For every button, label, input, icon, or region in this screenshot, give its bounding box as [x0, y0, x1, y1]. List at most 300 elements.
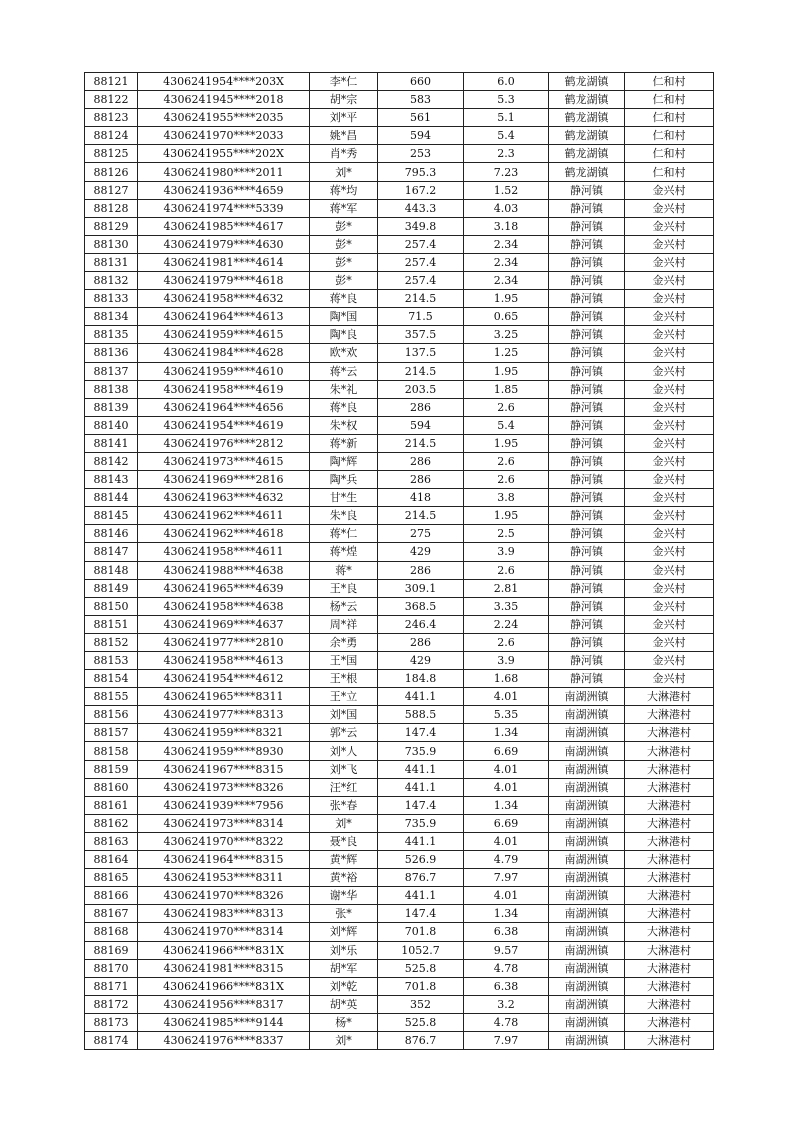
- serial-number-cell: 88161: [85, 796, 138, 814]
- village-cell: 金兴村: [625, 525, 714, 543]
- village-cell: 大淋港村: [625, 778, 714, 796]
- table-row: [85, 814, 714, 832]
- village-cell: 金兴村: [625, 434, 714, 452]
- id-number-cell: 4306241954****203X: [138, 73, 310, 91]
- amount-cell: 4.79: [464, 851, 549, 869]
- id-number-cell: 4306241985****4617: [138, 217, 310, 235]
- amount-cell: 1.52: [464, 181, 549, 199]
- area-cell: 352: [378, 995, 464, 1013]
- serial-number-cell: 88155: [85, 688, 138, 706]
- table-row: [85, 326, 714, 344]
- id-number-cell: 4306241962****4611: [138, 507, 310, 525]
- amount-cell: 7.97: [464, 1031, 549, 1049]
- area-cell: 594: [378, 416, 464, 434]
- amount-cell: 3.18: [464, 217, 549, 235]
- area-cell: 357.5: [378, 326, 464, 344]
- amount-cell: 2.34: [464, 235, 549, 253]
- area-cell: 214.5: [378, 507, 464, 525]
- area-cell: 147.4: [378, 724, 464, 742]
- amount-cell: 3.35: [464, 597, 549, 615]
- village-cell: 金兴村: [625, 615, 714, 633]
- village-cell: 大淋港村: [625, 724, 714, 742]
- serial-number-cell: 88141: [85, 434, 138, 452]
- serial-number-cell: 88127: [85, 181, 138, 199]
- table-row: [85, 597, 714, 615]
- village-cell: 金兴村: [625, 272, 714, 290]
- name-cell: 王*根: [310, 670, 378, 688]
- serial-number-cell: 88150: [85, 597, 138, 615]
- amount-cell: 6.38: [464, 977, 549, 995]
- id-number-cell: 4306241954****4612: [138, 670, 310, 688]
- name-cell: 刘*国: [310, 706, 378, 724]
- serial-number-cell: 88143: [85, 471, 138, 489]
- amount-cell: 2.6: [464, 561, 549, 579]
- amount-cell: 0.65: [464, 308, 549, 326]
- village-cell: 金兴村: [625, 416, 714, 434]
- serial-number-cell: 88156: [85, 706, 138, 724]
- village-cell: 大淋港村: [625, 1031, 714, 1049]
- serial-number-cell: 88122: [85, 91, 138, 109]
- area-cell: 701.8: [378, 977, 464, 995]
- name-cell: 陶*辉: [310, 452, 378, 470]
- id-number-cell: 4306241964****4613: [138, 308, 310, 326]
- village-cell: 大淋港村: [625, 814, 714, 832]
- amount-cell: 1.95: [464, 362, 549, 380]
- name-cell: 朱*礼: [310, 380, 378, 398]
- table-row: [85, 615, 714, 633]
- table-row: [85, 561, 714, 579]
- serial-number-cell: 88128: [85, 199, 138, 217]
- amount-cell: 1.95: [464, 434, 549, 452]
- table-row: [85, 869, 714, 887]
- table-row: [85, 1031, 714, 1049]
- table-row: [85, 778, 714, 796]
- serial-number-cell: 88132: [85, 272, 138, 290]
- name-cell: 蒋*新: [310, 434, 378, 452]
- area-cell: 429: [378, 652, 464, 670]
- serial-number-cell: 88140: [85, 416, 138, 434]
- table-row: [85, 471, 714, 489]
- town-cell: 静河镇: [549, 326, 625, 344]
- amount-cell: 1.25: [464, 344, 549, 362]
- village-cell: 仁和村: [625, 127, 714, 145]
- town-cell: 鹤龙湖镇: [549, 127, 625, 145]
- id-number-cell: 4306241969****4637: [138, 615, 310, 633]
- name-cell: 甘*生: [310, 489, 378, 507]
- area-cell: 286: [378, 561, 464, 579]
- town-cell: 南湖洲镇: [549, 941, 625, 959]
- serial-number-cell: 88139: [85, 398, 138, 416]
- serial-number-cell: 88151: [85, 615, 138, 633]
- name-cell: 王*立: [310, 688, 378, 706]
- village-cell: 仁和村: [625, 163, 714, 181]
- town-cell: 鹤龙湖镇: [549, 91, 625, 109]
- table-row: [85, 959, 714, 977]
- town-cell: 静河镇: [549, 308, 625, 326]
- id-number-cell: 4306241954****4619: [138, 416, 310, 434]
- serial-number-cell: 88131: [85, 253, 138, 271]
- id-number-cell: 4306241966****831X: [138, 941, 310, 959]
- table-row: [85, 290, 714, 308]
- town-cell: 静河镇: [549, 398, 625, 416]
- amount-cell: 3.9: [464, 652, 549, 670]
- village-cell: 金兴村: [625, 543, 714, 561]
- table-row: [85, 832, 714, 850]
- village-cell: 大淋港村: [625, 995, 714, 1013]
- id-number-cell: 4306241959****8930: [138, 742, 310, 760]
- town-cell: 静河镇: [549, 434, 625, 452]
- amount-cell: 2.81: [464, 579, 549, 597]
- serial-number-cell: 88149: [85, 579, 138, 597]
- town-cell: 静河镇: [549, 181, 625, 199]
- area-cell: 257.4: [378, 235, 464, 253]
- area-cell: 184.8: [378, 670, 464, 688]
- serial-number-cell: 88163: [85, 832, 138, 850]
- table-row: [85, 796, 714, 814]
- id-number-cell: 4306241973****8326: [138, 778, 310, 796]
- serial-number-cell: 88171: [85, 977, 138, 995]
- area-cell: 735.9: [378, 814, 464, 832]
- table-row: [85, 543, 714, 561]
- name-cell: 蒋*良: [310, 290, 378, 308]
- id-number-cell: 4306241976****2812: [138, 434, 310, 452]
- serial-number-cell: 88134: [85, 308, 138, 326]
- id-number-cell: 4306241958****4619: [138, 380, 310, 398]
- area-cell: 349.8: [378, 217, 464, 235]
- name-cell: 杨*云: [310, 597, 378, 615]
- table-row: [85, 995, 714, 1013]
- id-number-cell: 4306241970****8326: [138, 887, 310, 905]
- table-row: [85, 507, 714, 525]
- serial-number-cell: 88126: [85, 163, 138, 181]
- area-cell: 588.5: [378, 706, 464, 724]
- village-cell: 金兴村: [625, 199, 714, 217]
- table-row: [85, 308, 714, 326]
- area-cell: 701.8: [378, 923, 464, 941]
- table-row: [85, 579, 714, 597]
- table-row: [85, 742, 714, 760]
- village-cell: 大淋港村: [625, 941, 714, 959]
- name-cell: 彭*: [310, 253, 378, 271]
- id-number-cell: 4306241969****2816: [138, 471, 310, 489]
- serial-number-cell: 88174: [85, 1031, 138, 1049]
- table-row: [85, 73, 714, 91]
- serial-number-cell: 88137: [85, 362, 138, 380]
- table-row: [85, 525, 714, 543]
- serial-number-cell: 88147: [85, 543, 138, 561]
- name-cell: 刘*平: [310, 109, 378, 127]
- village-cell: 金兴村: [625, 217, 714, 235]
- id-number-cell: 4306241962****4618: [138, 525, 310, 543]
- town-cell: 南湖洲镇: [549, 851, 625, 869]
- area-cell: 795.3: [378, 163, 464, 181]
- town-cell: 南湖洲镇: [549, 796, 625, 814]
- name-cell: 刘*乐: [310, 941, 378, 959]
- name-cell: 姚*昌: [310, 127, 378, 145]
- amount-cell: 4.01: [464, 887, 549, 905]
- village-cell: 大淋港村: [625, 851, 714, 869]
- name-cell: 王*良: [310, 579, 378, 597]
- amount-cell: 4.01: [464, 832, 549, 850]
- area-cell: 526.9: [378, 851, 464, 869]
- name-cell: 李*仁: [310, 73, 378, 91]
- village-cell: 仁和村: [625, 91, 714, 109]
- name-cell: 蒋*仁: [310, 525, 378, 543]
- id-number-cell: 4306241958****4611: [138, 543, 310, 561]
- id-number-cell: 4306241981****4614: [138, 253, 310, 271]
- amount-cell: 1.68: [464, 670, 549, 688]
- area-cell: 441.1: [378, 832, 464, 850]
- village-cell: 大淋港村: [625, 977, 714, 995]
- village-cell: 金兴村: [625, 398, 714, 416]
- area-cell: 1052.7: [378, 941, 464, 959]
- serial-number-cell: 88125: [85, 145, 138, 163]
- serial-number-cell: 88159: [85, 760, 138, 778]
- amount-cell: 3.8: [464, 489, 549, 507]
- town-cell: 鹤龙湖镇: [549, 163, 625, 181]
- town-cell: 静河镇: [549, 253, 625, 271]
- table-row: [85, 217, 714, 235]
- town-cell: 静河镇: [549, 670, 625, 688]
- serial-number-cell: 88165: [85, 869, 138, 887]
- village-cell: 大淋港村: [625, 905, 714, 923]
- town-cell: 静河镇: [549, 615, 625, 633]
- area-cell: 876.7: [378, 1031, 464, 1049]
- table-row: [85, 851, 714, 869]
- amount-cell: 4.01: [464, 760, 549, 778]
- table-row: [85, 652, 714, 670]
- id-number-cell: 4306241965****8311: [138, 688, 310, 706]
- town-cell: 南湖洲镇: [549, 724, 625, 742]
- town-cell: 静河镇: [549, 272, 625, 290]
- name-cell: 谢*华: [310, 887, 378, 905]
- table-row: [85, 1013, 714, 1031]
- town-cell: 静河镇: [549, 561, 625, 579]
- name-cell: 朱*权: [310, 416, 378, 434]
- name-cell: 余*勇: [310, 633, 378, 651]
- village-cell: 金兴村: [625, 507, 714, 525]
- serial-number-cell: 88170: [85, 959, 138, 977]
- amount-cell: 5.4: [464, 127, 549, 145]
- area-cell: 876.7: [378, 869, 464, 887]
- town-cell: 鹤龙湖镇: [549, 73, 625, 91]
- name-cell: 蒋*均: [310, 181, 378, 199]
- town-cell: 静河镇: [549, 652, 625, 670]
- area-cell: 71.5: [378, 308, 464, 326]
- name-cell: 郭*云: [310, 724, 378, 742]
- town-cell: 南湖洲镇: [549, 1013, 625, 1031]
- table-row: [85, 181, 714, 199]
- area-cell: 286: [378, 452, 464, 470]
- id-number-cell: 4306241936****4659: [138, 181, 310, 199]
- name-cell: 王*国: [310, 652, 378, 670]
- area-cell: 368.5: [378, 597, 464, 615]
- serial-number-cell: 88133: [85, 290, 138, 308]
- id-number-cell: 4306241980****2011: [138, 163, 310, 181]
- village-cell: 大淋港村: [625, 742, 714, 760]
- amount-cell: 3.2: [464, 995, 549, 1013]
- table-row: [85, 398, 714, 416]
- village-cell: 金兴村: [625, 471, 714, 489]
- serial-number-cell: 88145: [85, 507, 138, 525]
- village-cell: 金兴村: [625, 489, 714, 507]
- village-cell: 仁和村: [625, 145, 714, 163]
- village-cell: 金兴村: [625, 579, 714, 597]
- town-cell: 静河镇: [549, 344, 625, 362]
- town-cell: 静河镇: [549, 199, 625, 217]
- town-cell: 南湖洲镇: [549, 832, 625, 850]
- serial-number-cell: 88138: [85, 380, 138, 398]
- area-cell: 253: [378, 145, 464, 163]
- name-cell: 聂*良: [310, 832, 378, 850]
- town-cell: 静河镇: [549, 633, 625, 651]
- id-number-cell: 4306241955****202X: [138, 145, 310, 163]
- id-number-cell: 4306241958****4632: [138, 290, 310, 308]
- table-row: [85, 91, 714, 109]
- town-cell: 静河镇: [549, 471, 625, 489]
- id-number-cell: 4306241973****8314: [138, 814, 310, 832]
- town-cell: 静河镇: [549, 579, 625, 597]
- area-cell: 561: [378, 109, 464, 127]
- area-cell: 418: [378, 489, 464, 507]
- id-number-cell: 4306241984****4628: [138, 344, 310, 362]
- village-cell: 金兴村: [625, 597, 714, 615]
- town-cell: 南湖洲镇: [549, 688, 625, 706]
- serial-number-cell: 88172: [85, 995, 138, 1013]
- amount-cell: 2.5: [464, 525, 549, 543]
- serial-number-cell: 88157: [85, 724, 138, 742]
- village-cell: 大淋港村: [625, 869, 714, 887]
- serial-number-cell: 88164: [85, 851, 138, 869]
- town-cell: 南湖洲镇: [549, 995, 625, 1013]
- name-cell: 肖*秀: [310, 145, 378, 163]
- area-cell: 525.8: [378, 959, 464, 977]
- id-number-cell: 4306241981****8315: [138, 959, 310, 977]
- id-number-cell: 4306241983****8313: [138, 905, 310, 923]
- amount-cell: 4.78: [464, 959, 549, 977]
- id-number-cell: 4306241979****4630: [138, 235, 310, 253]
- town-cell: 静河镇: [549, 507, 625, 525]
- id-number-cell: 4306241958****4638: [138, 597, 310, 615]
- serial-number-cell: 88167: [85, 905, 138, 923]
- village-cell: 大淋港村: [625, 832, 714, 850]
- id-number-cell: 4306241956****8317: [138, 995, 310, 1013]
- id-number-cell: 4306241970****8314: [138, 923, 310, 941]
- village-cell: 金兴村: [625, 235, 714, 253]
- serial-number-cell: 88146: [85, 525, 138, 543]
- table-row: [85, 253, 714, 271]
- area-cell: 246.4: [378, 615, 464, 633]
- amount-cell: 2.34: [464, 272, 549, 290]
- name-cell: 胡*英: [310, 995, 378, 1013]
- amount-cell: 2.6: [464, 452, 549, 470]
- village-cell: 大淋港村: [625, 887, 714, 905]
- name-cell: 胡*军: [310, 959, 378, 977]
- id-number-cell: 4306241965****4639: [138, 579, 310, 597]
- town-cell: 静河镇: [549, 235, 625, 253]
- town-cell: 静河镇: [549, 452, 625, 470]
- serial-number-cell: 88168: [85, 923, 138, 941]
- table-row: [85, 416, 714, 434]
- name-cell: 刘*: [310, 1031, 378, 1049]
- name-cell: 陶*兵: [310, 471, 378, 489]
- serial-number-cell: 88154: [85, 670, 138, 688]
- id-number-cell: 4306241959****4610: [138, 362, 310, 380]
- table-row: [85, 489, 714, 507]
- table-row: [85, 633, 714, 651]
- table-row: [85, 452, 714, 470]
- id-number-cell: 4306241974****5339: [138, 199, 310, 217]
- village-cell: 金兴村: [625, 633, 714, 651]
- amount-cell: 1.95: [464, 507, 549, 525]
- name-cell: 黄*裕: [310, 869, 378, 887]
- amount-cell: 6.69: [464, 742, 549, 760]
- area-cell: 443.3: [378, 199, 464, 217]
- town-cell: 南湖洲镇: [549, 977, 625, 995]
- amount-cell: 3.25: [464, 326, 549, 344]
- id-number-cell: 4306241967****8315: [138, 760, 310, 778]
- area-cell: 286: [378, 633, 464, 651]
- amount-cell: 4.78: [464, 1013, 549, 1031]
- name-cell: 蒋*良: [310, 398, 378, 416]
- amount-cell: 7.97: [464, 869, 549, 887]
- area-cell: 441.1: [378, 778, 464, 796]
- table-row: [85, 724, 714, 742]
- area-cell: 214.5: [378, 434, 464, 452]
- area-cell: 137.5: [378, 344, 464, 362]
- town-cell: 南湖洲镇: [549, 887, 625, 905]
- amount-cell: 5.4: [464, 416, 549, 434]
- town-cell: 静河镇: [549, 362, 625, 380]
- name-cell: 彭*: [310, 272, 378, 290]
- village-cell: 金兴村: [625, 308, 714, 326]
- amount-cell: 1.34: [464, 905, 549, 923]
- town-cell: 静河镇: [549, 489, 625, 507]
- area-cell: 583: [378, 91, 464, 109]
- town-cell: 南湖洲镇: [549, 706, 625, 724]
- serial-number-cell: 88135: [85, 326, 138, 344]
- serial-number-cell: 88152: [85, 633, 138, 651]
- village-cell: 金兴村: [625, 362, 714, 380]
- village-cell: 金兴村: [625, 344, 714, 362]
- amount-cell: 6.0: [464, 73, 549, 91]
- name-cell: 刘*: [310, 814, 378, 832]
- table-row: [85, 199, 714, 217]
- serial-number-cell: 88144: [85, 489, 138, 507]
- serial-number-cell: 88136: [85, 344, 138, 362]
- id-number-cell: 4306241977****2810: [138, 633, 310, 651]
- amount-cell: 7.23: [464, 163, 549, 181]
- table-row: [85, 272, 714, 290]
- name-cell: 蒋*军: [310, 199, 378, 217]
- name-cell: 朱*良: [310, 507, 378, 525]
- area-cell: 735.9: [378, 742, 464, 760]
- village-cell: 金兴村: [625, 290, 714, 308]
- town-cell: 南湖洲镇: [549, 778, 625, 796]
- town-cell: 南湖洲镇: [549, 760, 625, 778]
- id-number-cell: 4306241977****8313: [138, 706, 310, 724]
- village-cell: 金兴村: [625, 652, 714, 670]
- amount-cell: 4.01: [464, 688, 549, 706]
- town-cell: 南湖洲镇: [549, 1031, 625, 1049]
- amount-cell: 3.9: [464, 543, 549, 561]
- id-number-cell: 4306241964****4656: [138, 398, 310, 416]
- amount-cell: 5.35: [464, 706, 549, 724]
- village-cell: 大淋港村: [625, 959, 714, 977]
- area-cell: 309.1: [378, 579, 464, 597]
- serial-number-cell: 88158: [85, 742, 138, 760]
- name-cell: 欧*欢: [310, 344, 378, 362]
